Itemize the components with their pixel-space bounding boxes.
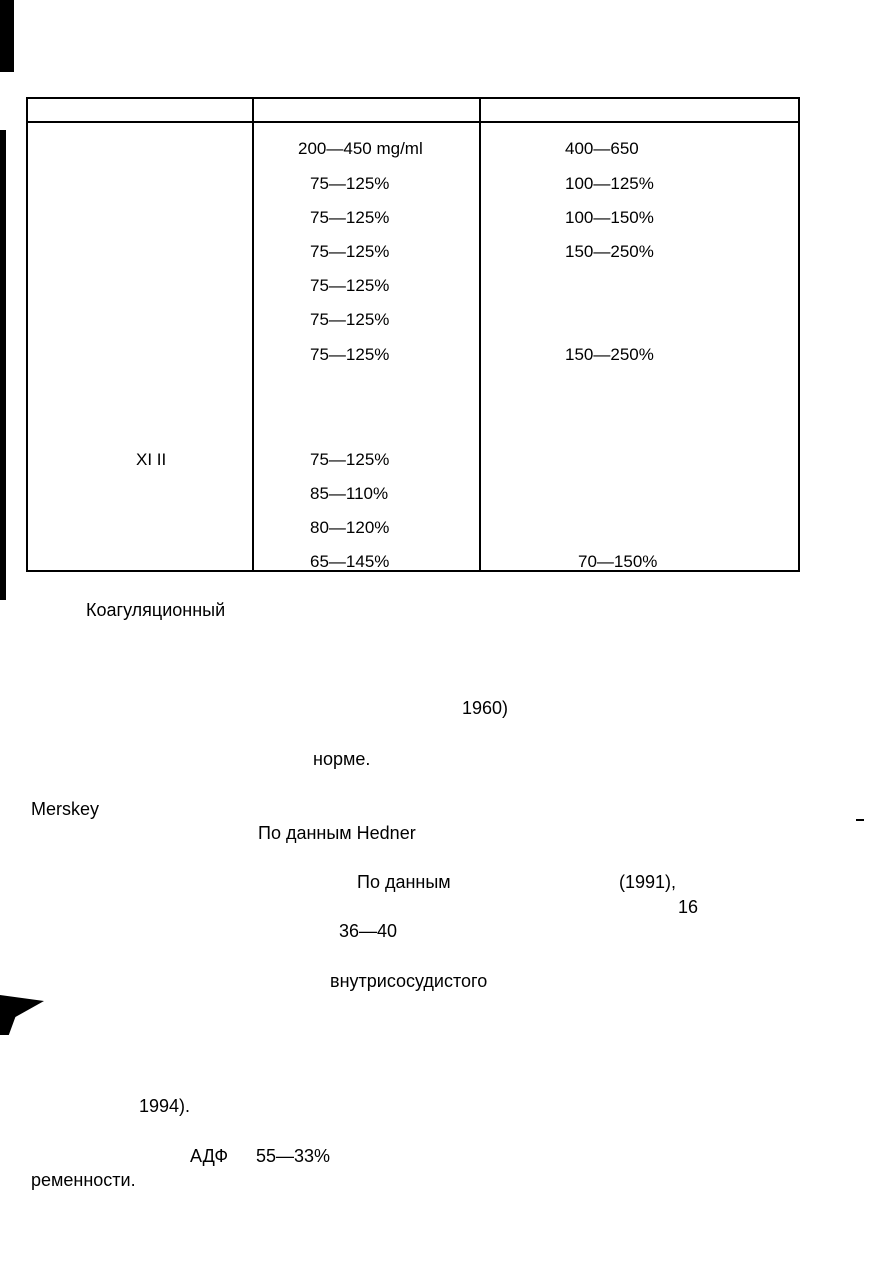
table-cell-col2-row11: 65—145% [310,552,390,571]
table-cell-col2-row6: 75—125% [310,310,390,329]
text-fragment-5: По данным Hedner [258,823,416,843]
row-label-xiii: XI II [136,450,167,469]
scan-edge-mark-left [0,130,6,600]
table-cell-col2-row5: 75—125% [310,276,390,295]
table-cell-col2-row3: 75—125% [310,208,390,227]
text-fragment-4: Merskey [31,799,100,819]
text-fragment-7: (1991), [619,872,677,892]
text-fragment-2: 1960) [462,698,509,718]
text-fragment-1: Коагуляционный [86,600,226,620]
table-cell-col3-row2: 100—125% [565,174,654,193]
scan-dash-mark [856,819,864,821]
text-fragment-12: АДФ [190,1146,229,1166]
table-cell-col3-row1: 400—650 [565,139,639,158]
text-fragment-10: внутрисосудистого [330,971,488,991]
table-cell-col2-row7: 75—125% [310,345,390,364]
table-cell-col2-row8: 75—125% [310,450,390,469]
text-fragment-3: норме. [313,749,371,769]
table-cell-col3-row4: 150—250% [565,242,654,261]
text-fragment-8: 16 [678,897,699,917]
table-cell-col3-row11: 70—150% [578,552,658,571]
text-fragment-13: 55—33% [256,1146,331,1166]
scan-edge-mark-middle [0,995,44,1035]
table-cell-col2-row9: 85—110% [310,484,389,503]
text-fragment-14: ременности. [31,1170,136,1190]
table-cell-col2-row10: 80—120% [310,518,390,537]
text-fragment-6: По данным [357,872,451,892]
table-column-divider-2 [479,97,481,572]
text-fragment-11: 1994). [139,1096,191,1116]
table-cell-col3-row3: 100—150% [565,208,654,227]
text-fragment-9: 36—40 [339,921,398,941]
table-cell-col2-row2: 75—125% [310,174,390,193]
table-column-divider-1 [252,97,254,572]
scan-edge-mark-top [0,0,14,72]
table-cell-col3-row7: 150—250% [565,345,654,364]
table-cell-col2-row1: 200—450 mg/ml [298,139,423,158]
table-header-divider [26,121,800,123]
data-table [26,97,800,572]
table-cell-col2-row4: 75—125% [310,242,390,261]
